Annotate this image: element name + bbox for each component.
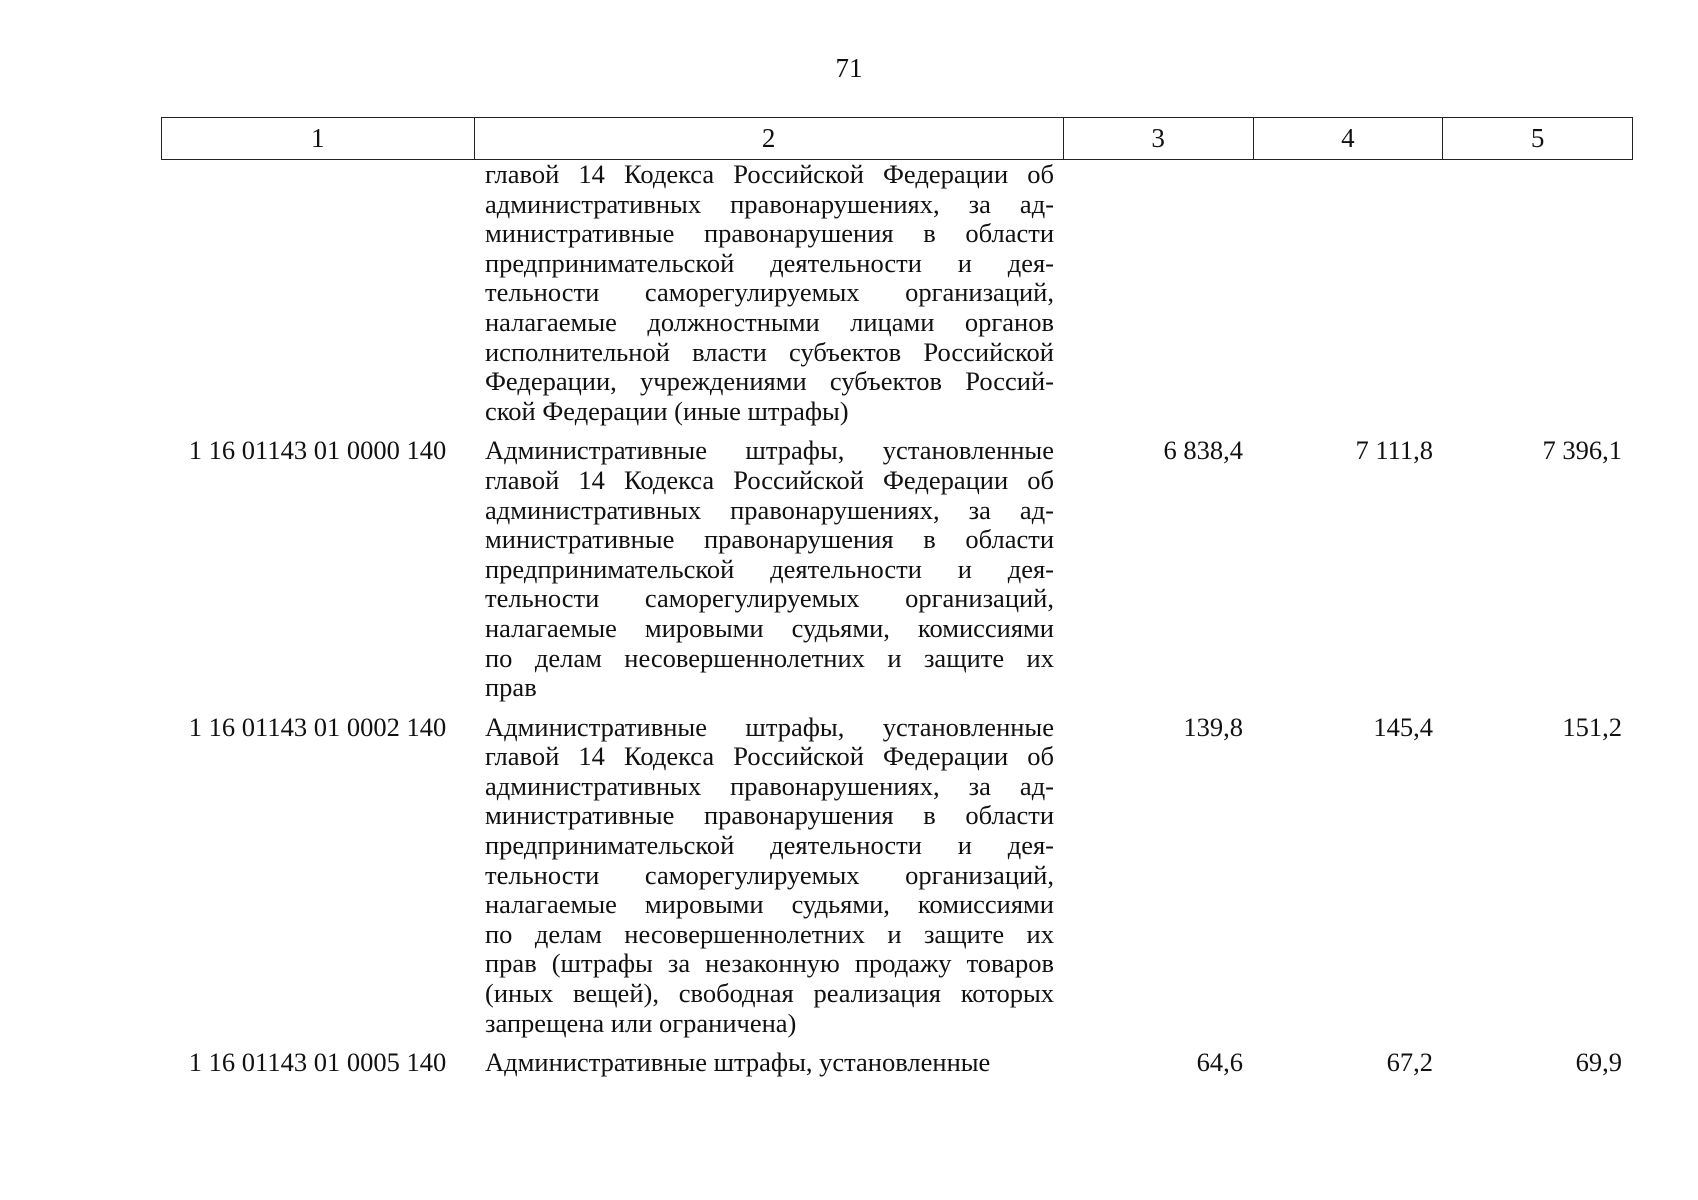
budget-code-cell: 1 16 01143 01 0002 140 — [188, 711, 447, 742]
header-cell-3: 3 — [1064, 118, 1254, 159]
table-row — [161, 713, 1633, 1039]
amount-cell-3: 64,6 — [1196, 1047, 1243, 1078]
description-line: налагаемые мировыми судьями, комиссиями — [485, 889, 1054, 920]
description-cell — [474, 160, 1064, 426]
header-cell-5: 5 — [1530, 123, 1545, 153]
description-line: Федерации, учреждениями субъектов Россий- — [485, 366, 1054, 397]
table-body — [161, 160, 1633, 1078]
description-line: Административные штрафы, установленные — [485, 1047, 991, 1078]
description-line: министративные правонарушения в области — [485, 218, 1054, 249]
amount-cell-5: 151,2 — [1562, 711, 1622, 742]
description-cell — [474, 436, 1064, 702]
description-line: главой 14 Кодекса Российской Федерации об — [485, 464, 1054, 495]
description-line: прав — [485, 672, 537, 703]
amount-cell-5: 69,9 — [1575, 1047, 1622, 1078]
description-line: главой 14 Кодекса Российской Федерации об — [485, 741, 1054, 772]
description-line: по делам несовершеннолетних и защите их — [485, 642, 1054, 673]
amount-cell-3: 139,8 — [1183, 711, 1243, 742]
description-line: тельности саморегулируемых организаций, — [485, 859, 1054, 890]
table-row — [161, 1048, 1633, 1078]
description-line: Административные штрафы, установленные — [485, 711, 1054, 742]
description-line: министративные правонарушения в области — [485, 524, 1054, 555]
description-cell — [474, 1048, 1064, 1078]
table-row — [161, 436, 1633, 702]
description-line: административных правонарушениях, за ад- — [485, 188, 1054, 219]
description-line: налагаемые мировыми судьями, комиссиями — [485, 612, 1054, 643]
description-line: административных правонарушениях, за ад- — [485, 770, 1054, 801]
description-line: главой 14 Кодекса Российской Федерации об — [485, 159, 1054, 189]
budget-code-cell: 1 16 01143 01 0005 140 — [188, 1047, 447, 1078]
description-line: ской Федерации (иные штрафы) — [485, 395, 849, 426]
description-line: тельности саморегулируемых организаций, — [485, 277, 1054, 308]
page-number: 71 — [835, 53, 863, 83]
description-line: предпринимательской деятельности и дея- — [485, 830, 1054, 861]
table-row — [161, 160, 1633, 426]
budget-code-cell: 1 16 01143 01 0000 140 — [188, 435, 447, 466]
header-cell-1: 1 — [162, 118, 475, 159]
description-line: предпринимательской деятельности и дея- — [485, 553, 1054, 584]
amount-cell-5 — [1444, 160, 1633, 426]
amount-cell-4: 145,4 — [1373, 711, 1433, 742]
header-cell-2: 2 — [475, 118, 1064, 159]
amount-cell-4: 7 111,8 — [1355, 435, 1433, 466]
description-line: налагаемые должностными лицами органов — [485, 306, 1054, 337]
table-header — [161, 117, 1633, 160]
description-line: министративные правонарушения в области — [485, 800, 1054, 831]
description-line: запрещена или ограничена) — [485, 1007, 797, 1038]
amount-cell-4: 67,2 — [1386, 1047, 1433, 1078]
description-line: административных правонарушениях, за ад- — [485, 494, 1054, 525]
amount-cell-5: 7 396,1 — [1542, 435, 1622, 466]
header-cell-4: 4 — [1254, 118, 1444, 159]
description-line: прав (штрафы за незаконную продажу товаров — [485, 948, 1054, 979]
budget-code-cell — [161, 160, 474, 426]
description-line: Административные штрафы, установленные — [485, 435, 1054, 466]
description-line: по делам несовершеннолетних и защите их — [485, 918, 1054, 949]
description-line: исполнительной власти субъектов Российской — [485, 336, 1054, 367]
amount-cell-4 — [1254, 160, 1444, 426]
description-cell — [474, 713, 1064, 1039]
description-line: (иных вещей), свободная реализация которых — [485, 978, 1054, 1009]
amount-cell-3: 6 838,4 — [1163, 435, 1243, 466]
amount-cell-3 — [1064, 160, 1254, 426]
description-line: тельности саморегулируемых организаций, — [485, 583, 1054, 614]
description-line: предпринимательской деятельности и дея- — [485, 247, 1054, 278]
